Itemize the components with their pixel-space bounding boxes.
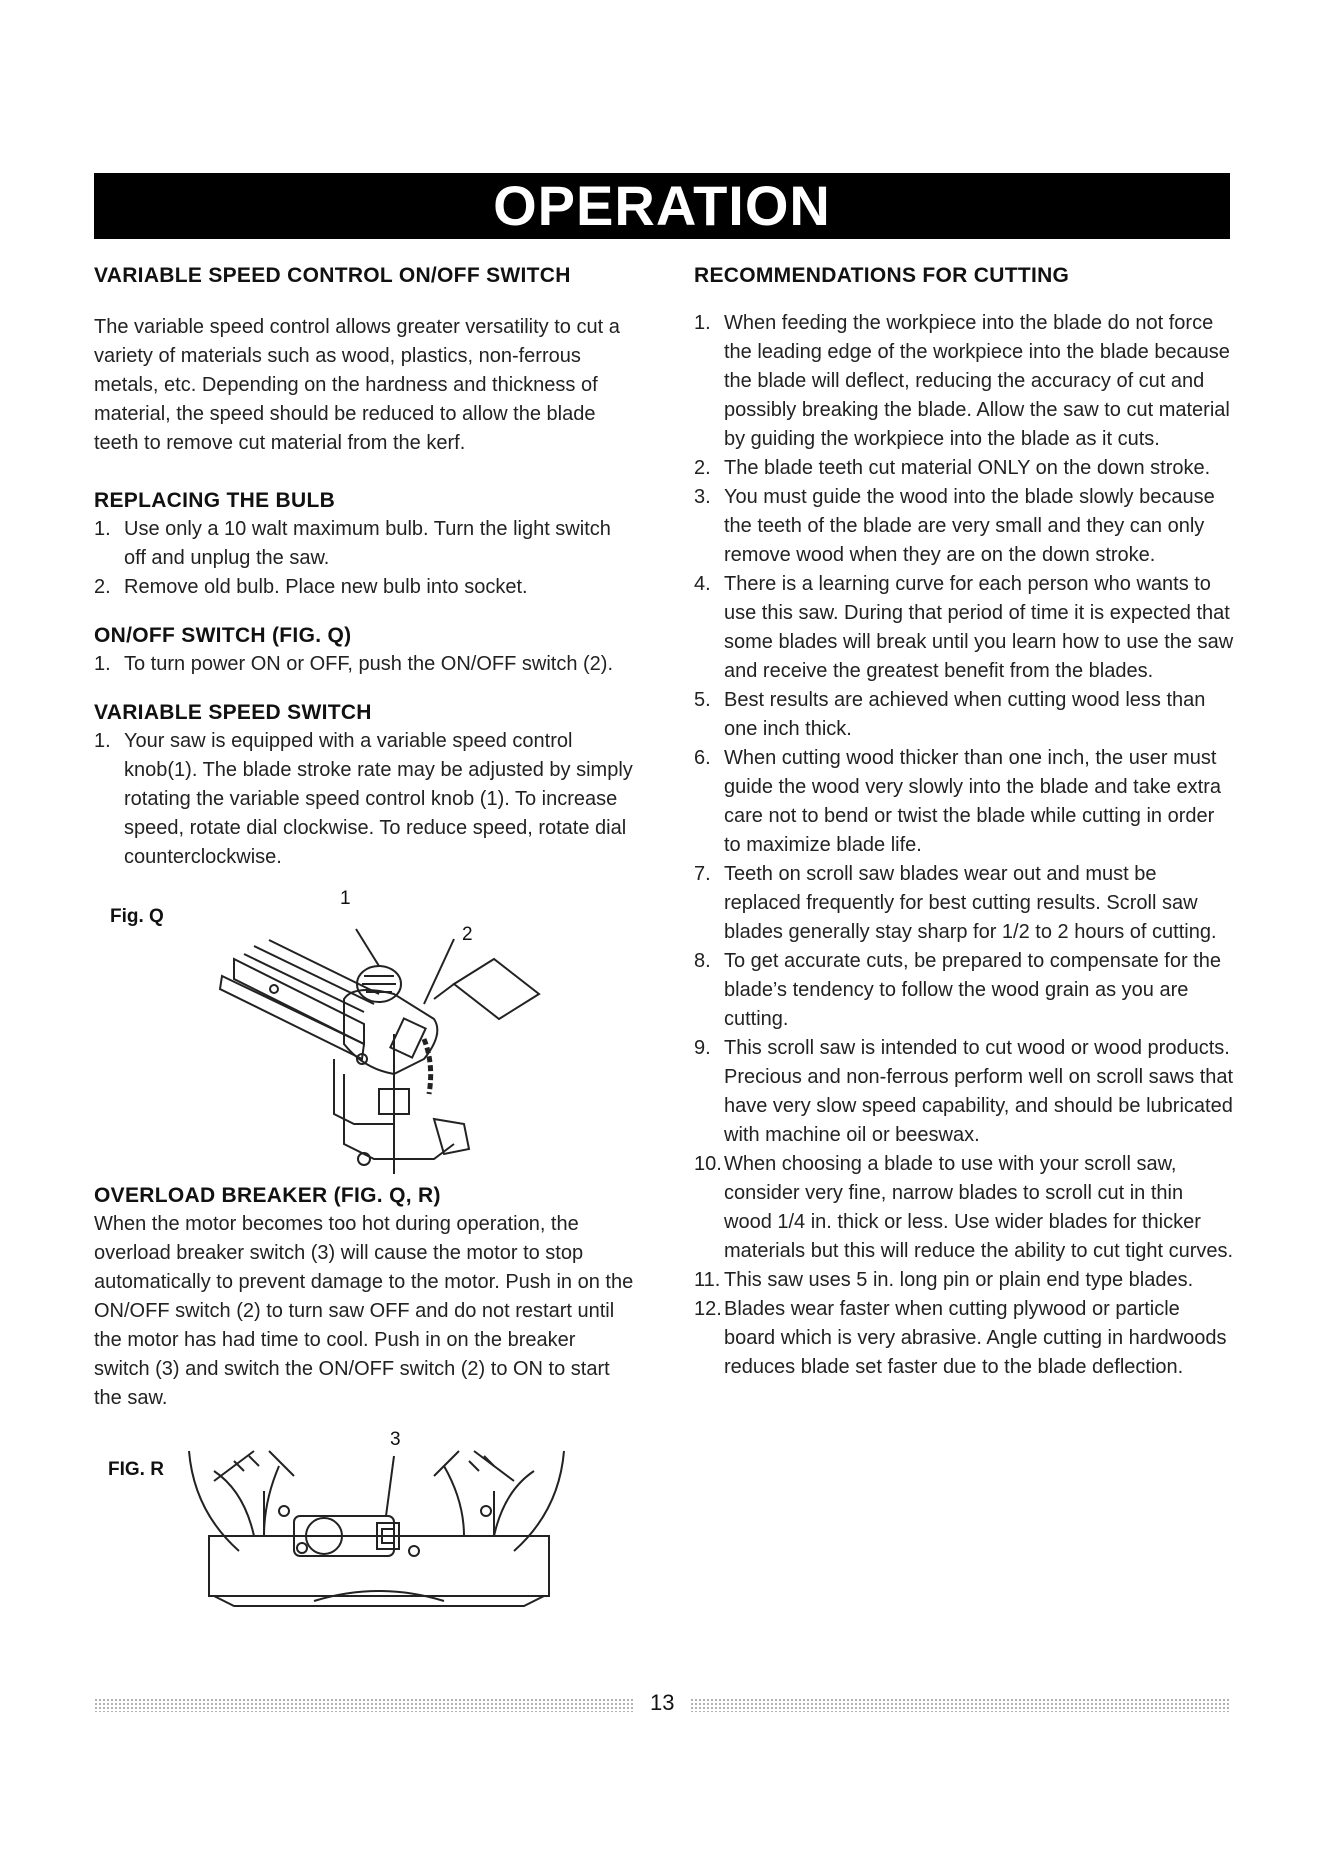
vsc-heading: VARIABLE SPEED CONTROL ON/OFF SWITCH bbox=[94, 264, 571, 287]
callout-3: 3 bbox=[390, 1429, 401, 1450]
list-item: 12. Blades wear faster when cutting plywood or particle board which is very abrasive. Angle cutting in hardwoods reduces blade set faster due to the blade deflection. bbox=[694, 1298, 1227, 1378]
breaker-switch-diagram-icon bbox=[94, 1421, 634, 1611]
footer-rule-right bbox=[690, 1698, 1230, 1712]
vss-list bbox=[94, 727, 634, 872]
scroll-saw-diagram-icon bbox=[94, 884, 634, 1184]
list-item: 1. Your saw is equipped with a variable speed control knob(1). The blade stroke rate may be adjusted by simply rotating the variable speed control knob (1). To increase speed, rotate dial clockwise. To reduce speed, rotate dial counterclockwise. bbox=[94, 730, 633, 868]
overload-body: When the motor becomes too hot during operation, the overload breaker switch (3) will cause the motor to stop automatically to prevent damage to the motor. Push in on the ON/OFF switch (2) to turn saw OFF and do not restart until the motor has had time to cool. Push in on the breaker switch (3) and switch the ON/OFF switch (2) to ON to start the saw. bbox=[94, 1213, 634, 1409]
footer-rule-left bbox=[94, 1698, 634, 1712]
list-item: 1. To turn power ON or OFF, push the ON/OFF switch (2). bbox=[94, 653, 614, 675]
callout-2: 2 bbox=[462, 924, 473, 945]
figure-q bbox=[94, 884, 634, 1184]
page-number: 13 bbox=[650, 1690, 675, 1715]
overload-heading: OVERLOAD BREAKER (FIG. Q, R) bbox=[94, 1184, 441, 1207]
list-item: 8. To get accurate cuts, be prepared to compensate for the blade’s tendency to follow the wood grain as you are cutting. bbox=[694, 950, 1221, 1030]
vss-heading: VARIABLE SPEED SWITCH bbox=[94, 701, 372, 724]
right-column bbox=[694, 262, 1234, 1382]
figure-r-label: FIG. R bbox=[108, 1459, 164, 1480]
list-item: 2. The blade teeth cut material ONLY on the down stroke. bbox=[694, 457, 1211, 479]
list-item: 5. Best results are achieved when cutting wood less than one inch thick. bbox=[694, 689, 1206, 740]
recommendations-list bbox=[694, 309, 1234, 1382]
recommendations-heading: RECOMMENDATIONS FOR CUTTING bbox=[694, 264, 1070, 287]
section-title-banner: OPERATION bbox=[94, 173, 1230, 239]
list-item: 3. You must guide the wood into the blade slowly because the teeth of the blade are very small and they can only remove wood when they are on the down stroke. bbox=[694, 486, 1215, 566]
vsc-body: The variable speed control allows greater versatility to cut a variety of materials such as wood, plastics, non-ferrous metals, etc. Depending on the hardness and thickness of material, the speed should be reduced to allow the blade teeth to remove cut material from the kerf. bbox=[94, 316, 620, 454]
list-item: 9. This scroll saw is intended to cut wood or wood products. Precious and non-ferrous perform well on scroll saws that have very slow speed capability, and should be lubricated with machine oil or beeswax. bbox=[694, 1037, 1234, 1146]
onoff-heading: ON/OFF SWITCH (FIG. Q) bbox=[94, 624, 352, 647]
list-item: 1. When feeding the workpiece into the blade do not force the leading edge of the workpiece into the blade because the blade will deflect, reducing the accuracy of cut and possibly breaking the blade. Allow the saw to cut material by guiding the workpiece into the blade as it cuts. bbox=[694, 312, 1230, 450]
figure-r bbox=[94, 1421, 634, 1611]
list-item: 10. When choosing a blade to use with your scroll saw, consider very fine, narrow blades to scroll cut in thin wood 1/4 in. thick or less. Use wider blades for thicker materials but this will reduce the ability to cut tight curves. bbox=[694, 1153, 1234, 1262]
onoff-list bbox=[94, 650, 634, 679]
page-footer bbox=[94, 1690, 1230, 1715]
bulb-heading: REPLACING THE BULB bbox=[94, 489, 336, 512]
list-item: 4. There is a learning curve for each person who wants to use this saw. During that period of time it is expected that some blades will break until you learn how to use the saw and receive the greatest benefit from the blades. bbox=[694, 573, 1234, 682]
list-item: 1. Use only a 10 walt maximum bulb. Turn the light switch off and unplug the saw. bbox=[94, 518, 611, 569]
list-item: 6. When cutting wood thicker than one inch, the user must guide the wood very slowly into the blade and take extra care not to bend or twist the blade while cutting in order to maximize blade life. bbox=[694, 747, 1221, 856]
callout-1: 1 bbox=[340, 888, 351, 909]
list-item: 7. Teeth on scroll saw blades wear out and must be replaced frequently for best cutting results. Scroll saw blades generally stay sharp for 1/2 to 2 hours of cutting. bbox=[694, 863, 1217, 943]
left-column bbox=[94, 262, 634, 1611]
list-item: 11. This saw uses 5 in. long pin or plain end type blades. bbox=[694, 1269, 1194, 1291]
list-item: 2. Remove old bulb. Place new bulb into socket. bbox=[94, 576, 528, 598]
bulb-list bbox=[94, 515, 634, 602]
figure-q-label: Fig. Q bbox=[110, 906, 164, 927]
